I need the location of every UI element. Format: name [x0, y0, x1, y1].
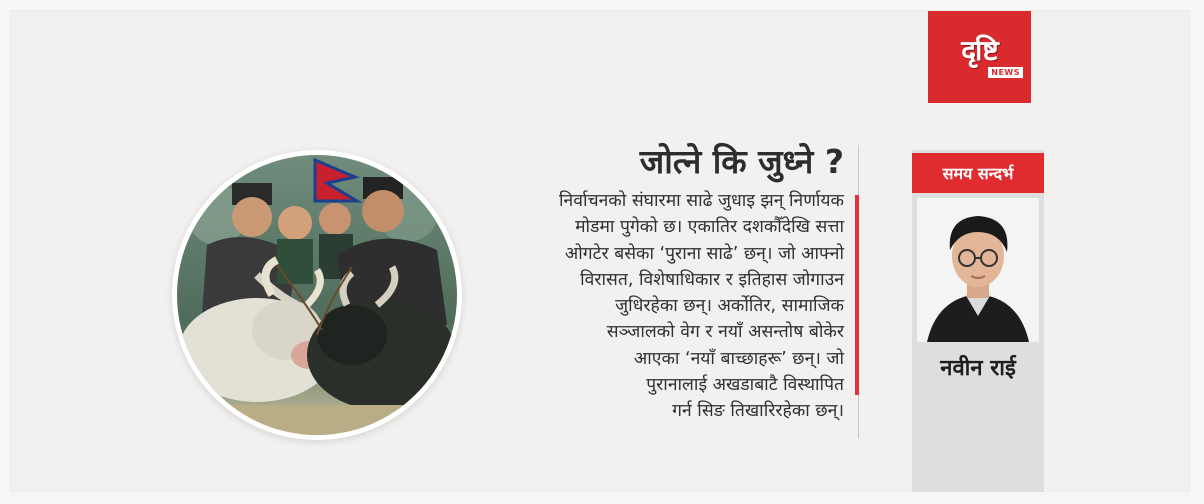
brand-logo[interactable] — [928, 11, 1031, 103]
excerpt-line: मोडमा पुगेको छ। एकातिर दशकौँदेखि सत्ता — [575, 217, 844, 238]
author-name[interactable]: नवीन राई — [940, 356, 1016, 381]
article-title[interactable]: जोत्ने कि जुध्ने ? — [639, 142, 844, 181]
excerpt-line: गर्न सिङ तिखारिरहेका छन्। — [672, 401, 844, 422]
excerpt-line: पुरानालाई अखडाबाटै विस्थापित — [646, 375, 844, 396]
brand-logo-text: दृष्टि — [961, 34, 998, 67]
excerpt-line: जुधिरहेका छन्। अर्कोतिर, सामाजिक — [615, 296, 844, 317]
excerpt-line: आएका ‘नयाँ बाच्छाहरू’ छन्। जो — [633, 348, 844, 369]
article-illustration — [172, 150, 462, 440]
excerpt-line: निर्वाचनको संघारमा साढे जुधाइ झन् निर्णायक — [558, 191, 844, 211]
brand-logo-subtext: NEWS — [988, 67, 1023, 78]
excerpt-line: ओगटेर बसेका ‘पुराना साढे’ छन्। जो आफ्नो — [564, 243, 844, 264]
bull-fight-illustration-icon — [177, 155, 457, 435]
excerpt-line: विरासत, विशेषाधिकार र इतिहास जोगाउन — [580, 269, 844, 290]
author-photo — [917, 198, 1039, 342]
excerpt-line: सञ्जालको वेग र नयाँ असन्तोष बोकेर — [606, 322, 844, 343]
article-excerpt — [444, 188, 844, 425]
accent-bar — [855, 195, 859, 395]
column-label[interactable]: समय सन्दर्भ — [912, 153, 1044, 193]
author-portrait-icon — [917, 198, 1039, 342]
